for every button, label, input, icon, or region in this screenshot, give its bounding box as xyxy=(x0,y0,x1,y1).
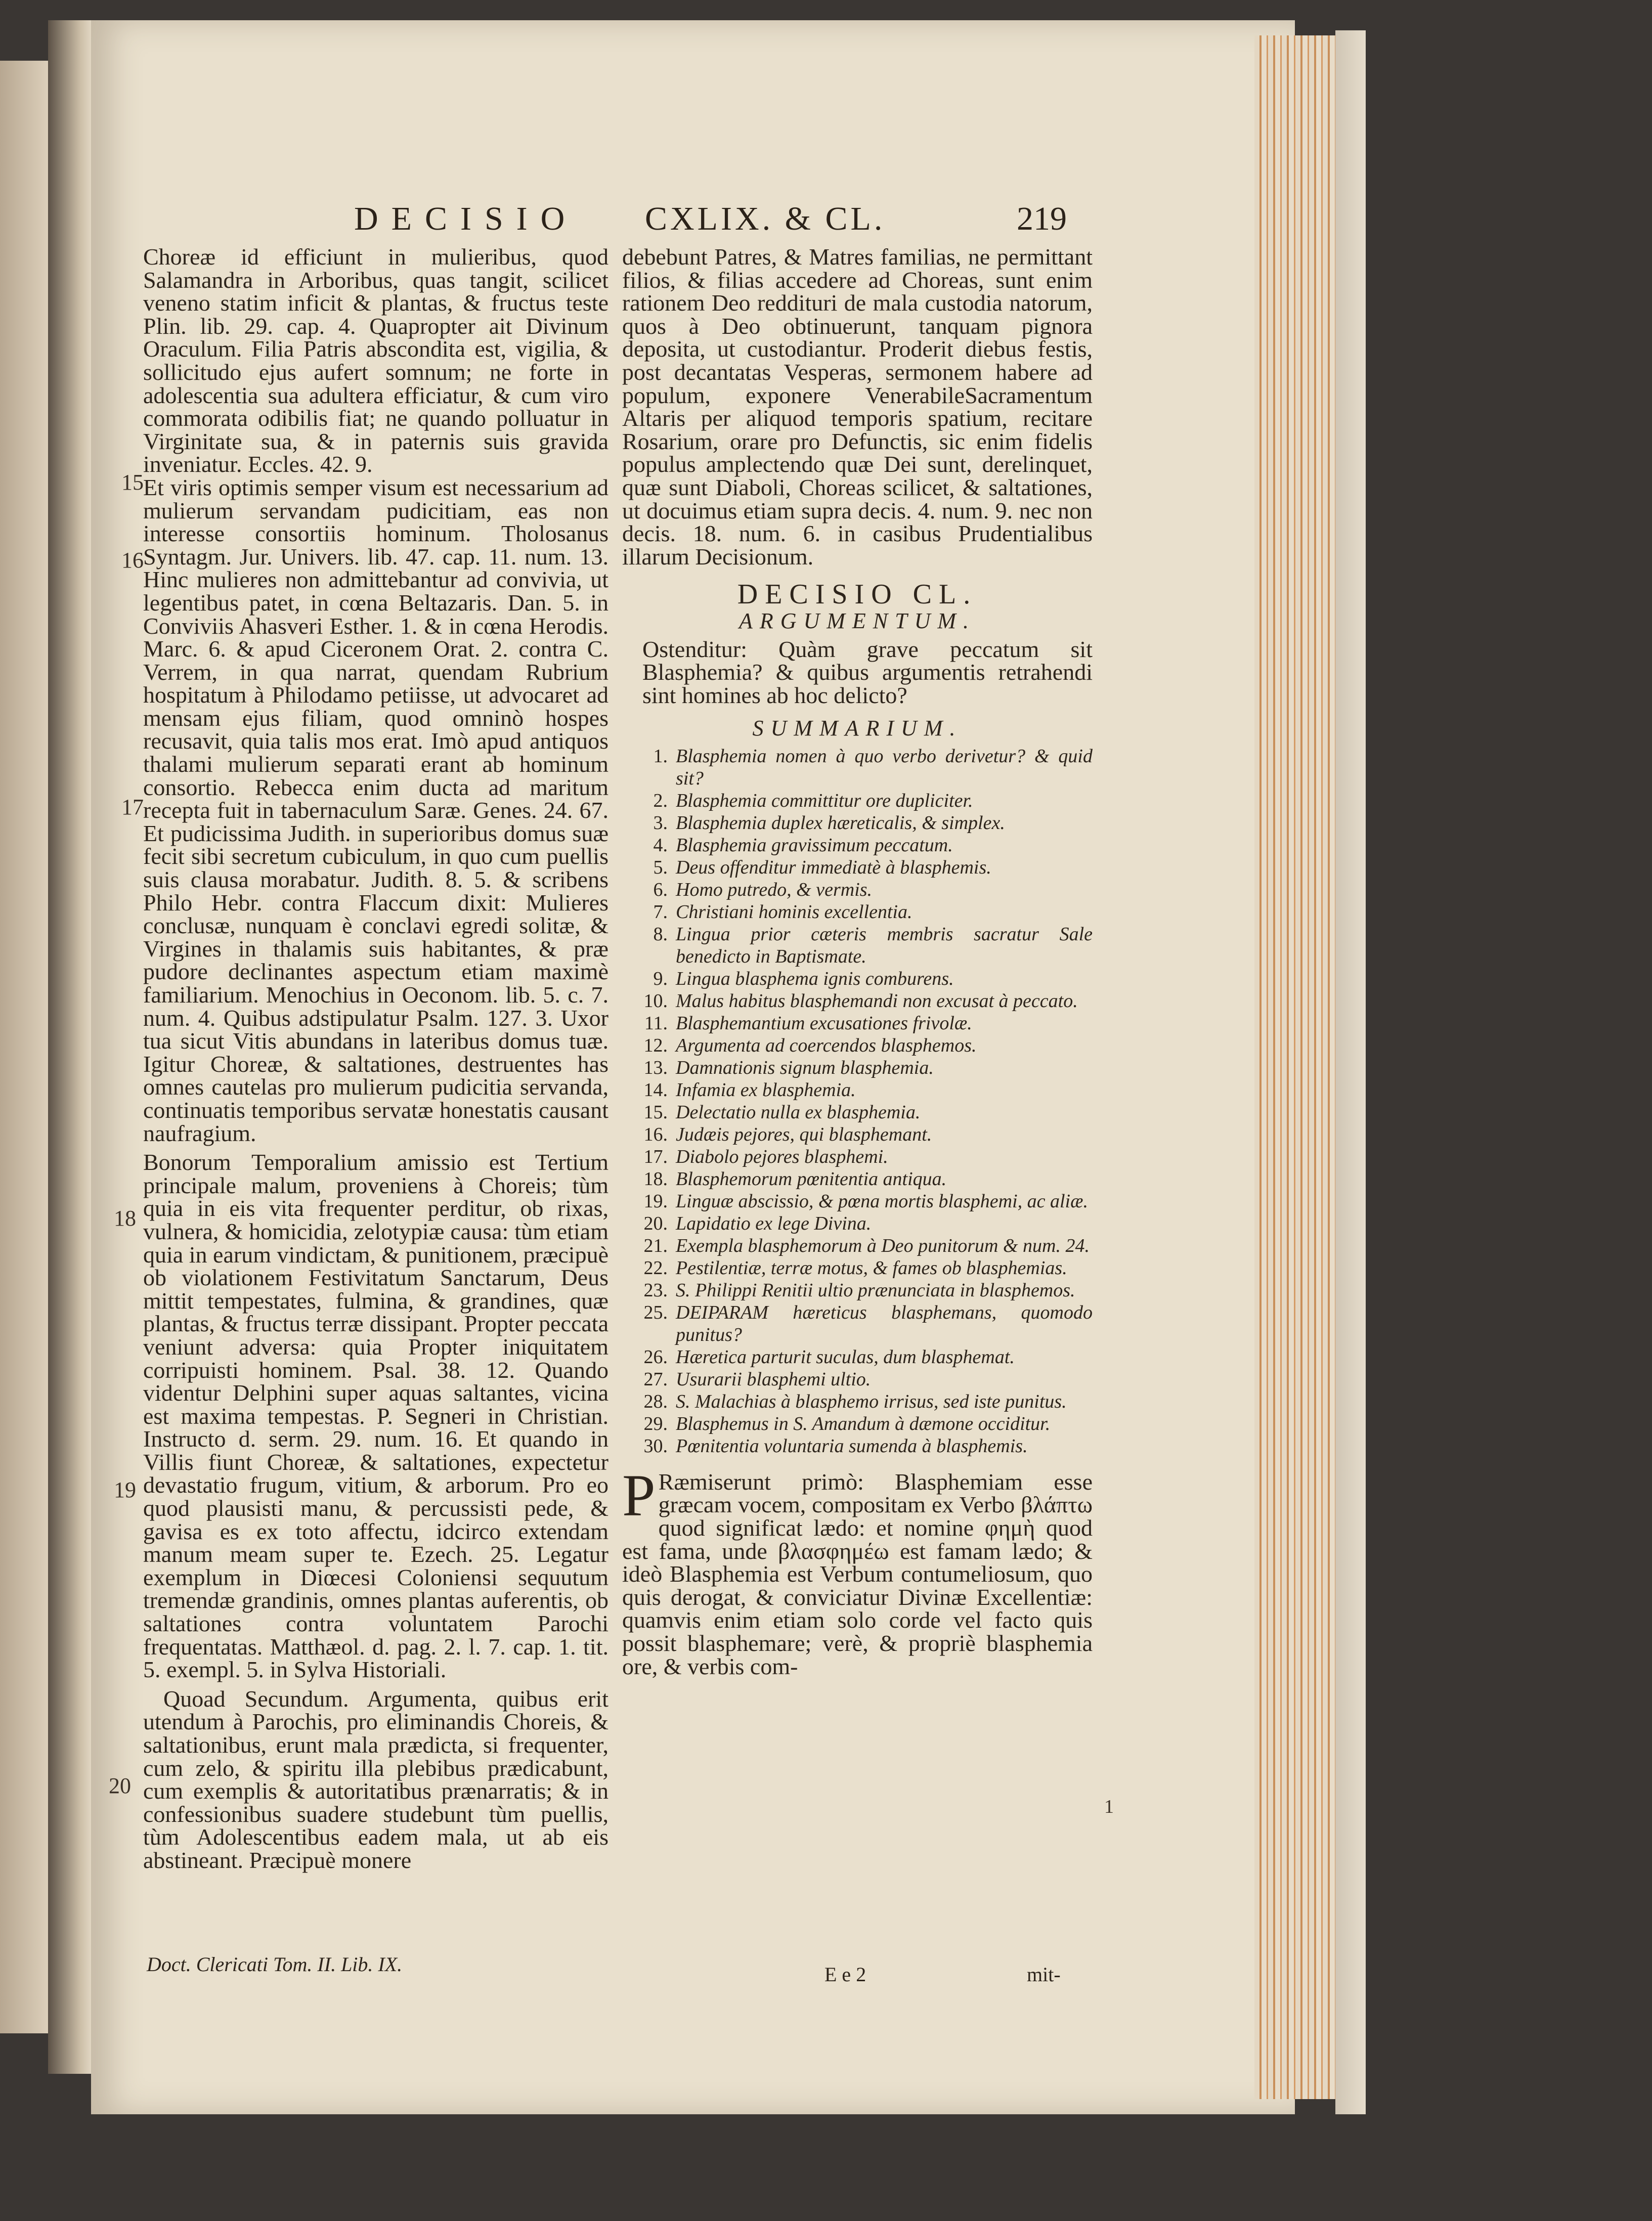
list-item: 9. Lingua blasphema ignis comburens. xyxy=(653,968,954,989)
list-item: 2. Blasphemia committitur ore dupliciter. xyxy=(653,790,973,811)
paragraph: Choreæ id efficiunt in mulieribus, quod Salamandra in Arboribus, quas tangit, scilicet veneno statim inficit & plantas, & fructus teste Plin. lib. 29. cap. 4. Quapropter ait Divinum Oraculum. Filia Patris abscondita est, vigilia, & sollicitudo ejus aufert somnum; ne forte in adolescentia sua adultera efficiatur, & cum viro commorata odibilis fiat; ne quando polluatur in Virginitate sua, & in paternis suis gravida inveniatur. Eccles. 42. 9. xyxy=(143,244,608,477)
paragraph: Quoad Secundum. Argumenta, quibus erit utendum à Parochis, pro eliminandis Choreis, & saltationibus, erunt mala prædicta, si frequenter, cum zelo, & spiritu illa plebibus prædicabunt, cum exemplis & autoritatibus prænarratis; & in confessionibus suadere studebunt tùm puellis, tùm Adolescentibus eadem mala, ut ab eis abstineant. Præcipuè monere xyxy=(143,1685,608,1873)
book-spine-gutter xyxy=(48,20,94,2074)
paragraph: Bonorum Temporalium amissio est Tertium principale malum, proveniens à Choreis; tùm quia in eis vita frequenter perditur, ob rixas, vulnera, & homicidia, zelotypiæ causa: tùm etiam quia in earum vindictam, & punitionem, præcipuè ob violationem Festivitatum Sanctarum, Deus mittit tempestates, fulmina, & grandines, quæ plantas, & fructus terræ dissipant. Propter peccata veniunt adversa: quia Propter iniquitatem corripuisti hominem. Psal. 38. 12. Quando videntur Delphini super aquas saltantes, vicina est maxima tempestas. P. Segneri in Christian. Instructo d. serm. 29. num. 16. Et quando in Villis fiunt Choreæ, & saltationes, expectetur devastatio frugum, vitium, & arborum. Pro eo quod plausisti manu, & percussisti pede, & gavisa es ex toto affectu, idcirco extendam manum meam super te. Ezech. 25. Legatur exemplum in Diœcesi Coloniensi sequutum tremendæ grandinis, omnes plantas auferentis, ob saltationes contra voluntatem Parochi frequentatas. Matthæol. d. pag. 2. l. 7. cap. 1. tit. 5. exempl. 5. in Sylva Historiali. xyxy=(143,1149,608,1683)
list-item: 28. S. Malachias à blasphemo irrisus, sed iste punitus. xyxy=(643,1390,1067,1412)
paragraph: Et viris optimis semper visum est necessarium ad mulierum servandam pudicitiam, eas non interesse consortiis hominum. Tholosanus Syntagm. Jur. Univers. lib. 47. cap. 11. num. 13. Hinc mulieres non admittebantur ad convivia, ut legentibus patet, in cœna Beltazaris. Dan. 5. in Conviviis Ahasveri Esther. 1. & in cœna Herodis. Marc. 6. & apud Ciceronem Orat. 2. contra C. Verrem, in qua narrat, quendam Rubrium hospitatum à Philodamo petiisse, ut advocaret ad mensam ejus filiam, quod omninò hospes recusavit, quia talis mos erat. Imò apud antiquos thalami mulierum separati erant ab hominum consortio. Rebecca enim ducta ad maritum recepta fuit in tabernaculum Saræ. Genes. 24. 67. Et pudicissima Judith. in superioribus domus suæ fecit sibi secretum cubiculum, in quo cum puellis suis clausa morabatur. Judith. 8. 5. & scribens Philo Hebr. contra Flaccum dixit: Mulieres conclusæ, nunquam è conclavi egredi solitæ, & Virgines in thalamis suis habitantes, & præ pudore declinantes aspectum etiam maximè familiarium. Menochius in Oeconom. lib. 5. c. 7. num. 4. Quibus adstipulatur Psalm. 127. 3. Uxor tua sicut Vitis abundans in lateribus domus tuæ. Igitur Choreæ, & saltationes, destruentes has omnes cautelas pro mulierum pudicitia servanda, continuatis temporibus servatæ honestatis causant naufragium. xyxy=(143,474,608,1146)
list-item: 8. Lingua prior cæteris membris sacratur Sale benedicto in Baptismate. xyxy=(653,923,1093,967)
list-item: 5. Deus offenditur immediatè à blasphemis. xyxy=(653,856,991,878)
margin-number: 17 xyxy=(121,795,144,819)
running-head-right: CXLIX. & CL. xyxy=(645,200,886,237)
list-item: 30. Pœnitentia voluntaria sumenda à blasphemis. xyxy=(643,1435,1028,1457)
margin-number: 18 xyxy=(114,1206,136,1231)
summarium-list xyxy=(622,745,1093,1457)
summarium-heading: SUMMARIUM. xyxy=(752,716,963,741)
list-item: 25. DEIPARAM hæreticus blasphemans, quomodo punitus? xyxy=(643,1301,1093,1345)
list-item: 22. Pestilentiæ, terræ motus, & fames ob blasphemias. xyxy=(643,1257,1067,1279)
argumentum-text: Ostenditur: Quàm grave peccatum sit Blasphemia? & quibus argumentis retrahendi sint homines ab hoc delicto? xyxy=(642,636,1093,708)
left-column xyxy=(143,245,608,1872)
list-item: 1. Blasphemia nomen à quo verbo derivetur? & quid sit? xyxy=(653,745,1093,789)
list-item: 21. Exempla blasphemorum à Deo punitorum & num. 24. xyxy=(643,1235,1090,1256)
list-item: 18. Blasphemorum pœnitentia antiqua. xyxy=(643,1168,947,1190)
page-edges xyxy=(1254,35,1335,2099)
list-item: 17. Diabolo pejores blasphemi. xyxy=(643,1146,888,1167)
margin-number: 15 xyxy=(121,470,144,495)
decisio-heading: DECISIO CL. xyxy=(737,579,978,611)
list-item: 29. Blasphemus in S. Amandum à dæmone occiditur. xyxy=(643,1413,1051,1434)
list-item: 6. Homo putredo, & vermis. xyxy=(653,879,873,900)
margin-number: 16 xyxy=(121,548,144,573)
signature-mark: E e 2 xyxy=(824,1963,866,1986)
list-item: 26. Hæretica parturit suculas, dum blasphemat. xyxy=(643,1346,1015,1368)
left-page-edge xyxy=(0,61,48,2033)
list-item: 3. Blasphemia duplex hæreticalis, & simplex. xyxy=(653,812,1005,834)
list-item: 10. Malus habitus blasphemandi non excusat à peccato. xyxy=(643,990,1078,1012)
list-item: 19. Linguæ abscissio, & pœna mortis blasphemi, ac aliæ. xyxy=(643,1190,1088,1212)
margin-number: 1 xyxy=(1104,1796,1114,1817)
right-column xyxy=(622,245,1093,1678)
paragraph: debebunt Patres, & Matres familias, ne permittant filios, & filias accedere ad Choreas, sunt enim rationem Deo reddituri de mala custodia natorum, quos à Deo obtinuerunt, tanquam pignora deposita, ut custodiantur. Proderit diebus festis, post decantatas Vesperas, sermonem habere ad populum, exponere VenerabileSacramentum Altaris per aliquod temporis spatium, recitare Rosarium, orare pro Defunctis, sic enim fidelis populus amplectendo quæ Dei sunt, derelinquet, quæ sunt Diaboli, Choreas scilicet, & saltationes, ut docuimus etiam supra decis. 4. num. 9. nec non decis. 18. num. 6. in casibus Prudentialibus illarum Decisionum. xyxy=(622,244,1093,570)
list-item: 27. Usurarii blasphemi ultio. xyxy=(643,1368,871,1390)
list-item: 16. Judæis pejores, qui blasphemant. xyxy=(643,1123,932,1145)
list-item: 11. Blasphemantium excusationes frivolæ. xyxy=(644,1012,972,1034)
list-item: 15. Delectatio nulla ex blasphemia. xyxy=(643,1101,921,1123)
margin-number: 19 xyxy=(114,1477,136,1502)
running-head-left: DECISIO xyxy=(354,200,578,237)
list-item: 20. Lapidatio ex lege Divina. xyxy=(643,1212,872,1234)
list-item: 23. S. Philippi Renitii ultio prænunciata in blasphemos. xyxy=(643,1279,1075,1301)
argumentum-heading: ARGUMENTUM. xyxy=(738,608,976,633)
final-paragraph xyxy=(622,1462,1093,1679)
list-item: 4. Blasphemia gravissimum peccatum. xyxy=(653,834,953,856)
footer-note: Doct. Clericati Tom. II. Lib. IX. xyxy=(147,1953,403,1976)
list-item: 13. Damnationis signum blasphemia. xyxy=(643,1057,934,1078)
catchword: mit- xyxy=(1027,1963,1061,1986)
list-item: 7. Christiani hominis excellentia. xyxy=(653,901,912,923)
final-paragraph-text: Ræmiserunt primò: Blasphemiam esse græcam vocem, compositam ex Verbo βλάπτω quod significat lædo: et nomine φημὴ quod est fama, unde βλασφημέω est famam lædo; & ideò Blasphemia est Verbum contumeliosum, quo quis derogat, & conviciatur Divinæ Excellentiæ: quamvis enim etiam solo corde vel facto quis possit blasphemare; verè, & propriè blasphemia ore, & verbis com- xyxy=(622,1468,1093,1679)
margin-number: 20 xyxy=(109,1773,131,1798)
drop-cap: P xyxy=(622,1462,656,1529)
page-number: 219 xyxy=(1017,200,1067,237)
list-item: 14. Infamia ex blasphemia. xyxy=(643,1079,856,1101)
book-cover-board xyxy=(1335,30,1366,2114)
list-item: 12. Argumenta ad coercendos blasphemos. xyxy=(643,1034,977,1056)
